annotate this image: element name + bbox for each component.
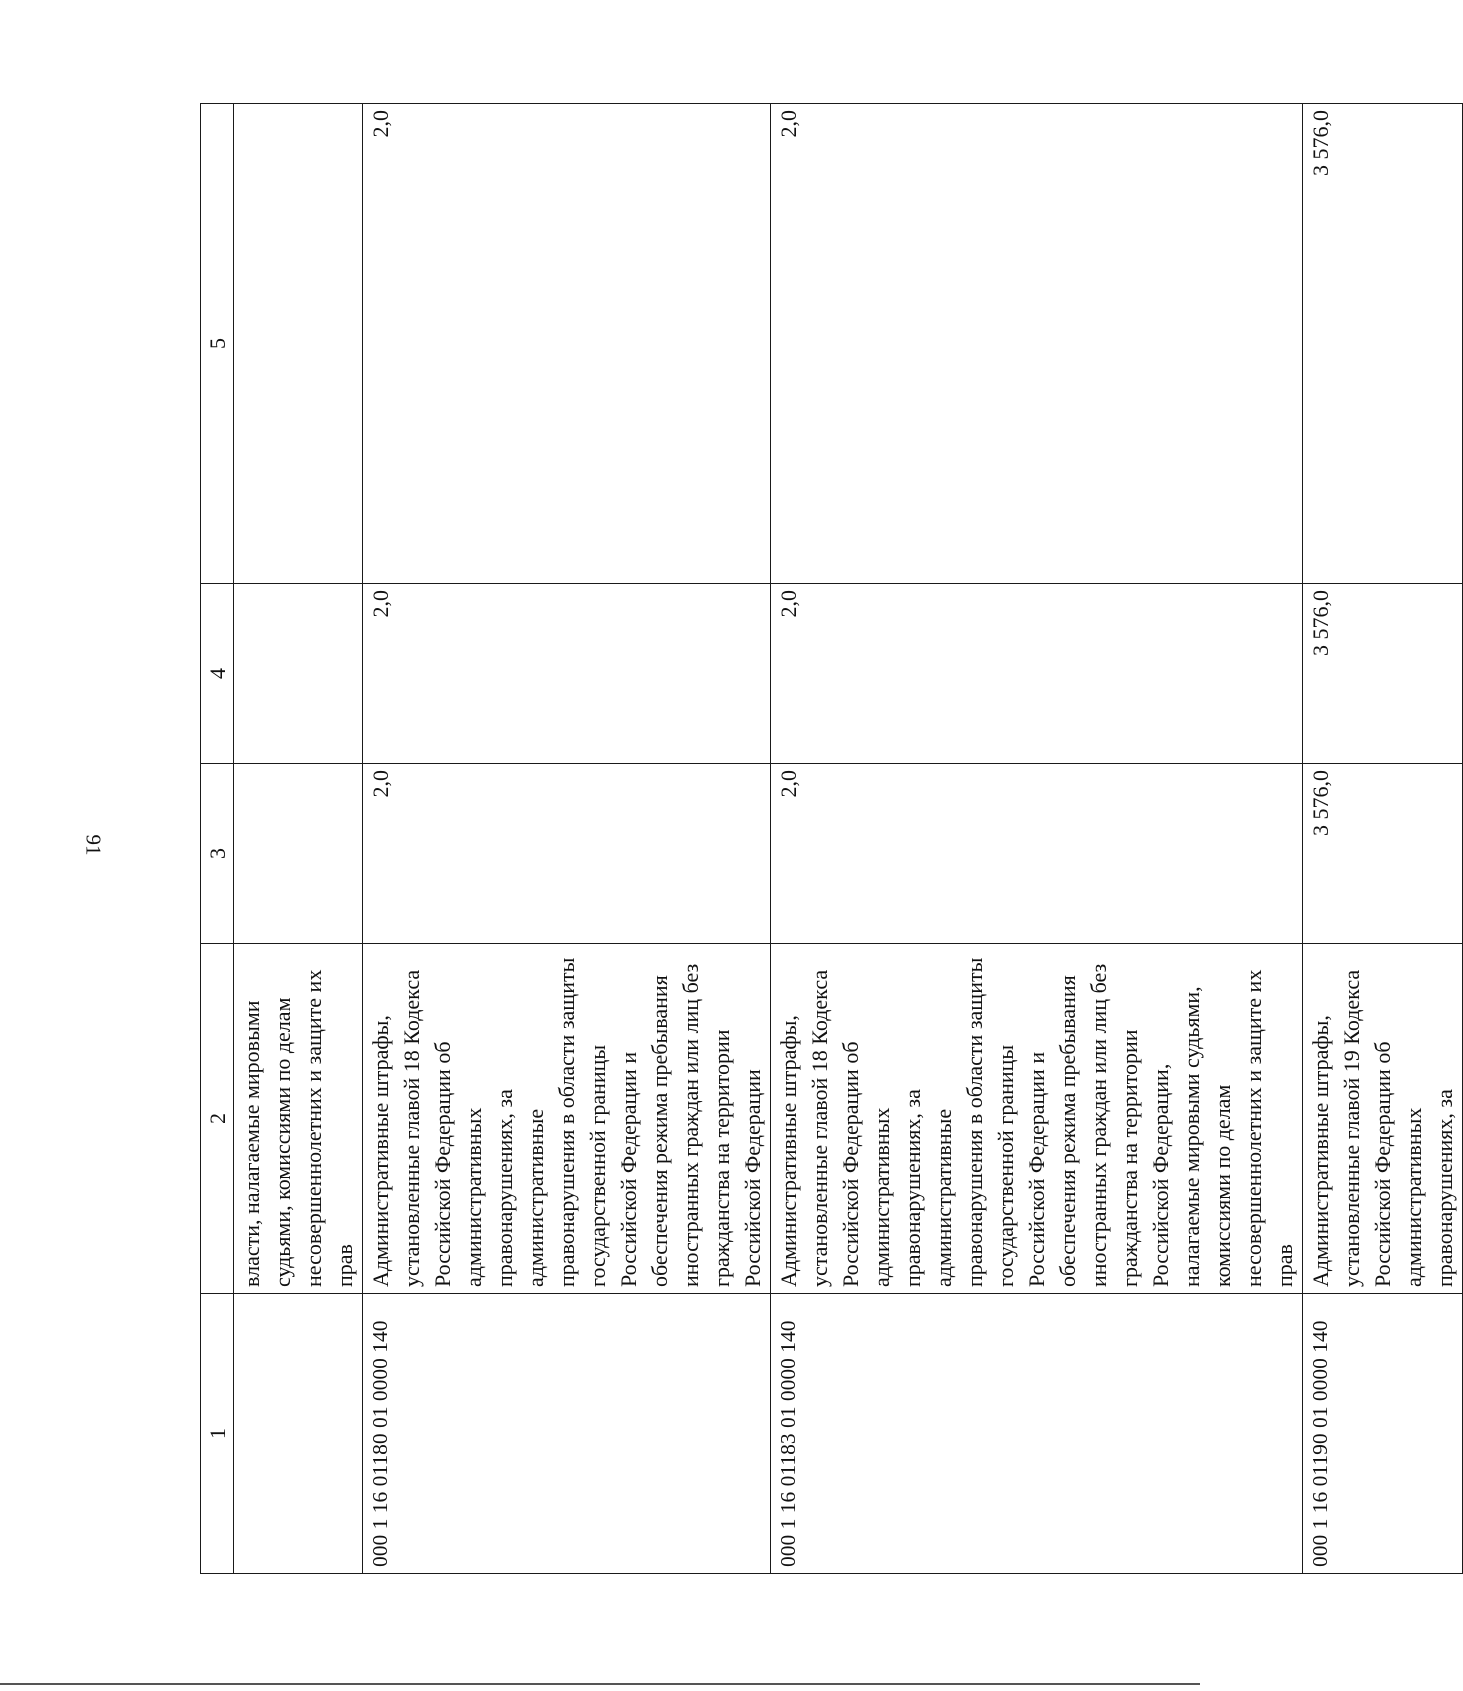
- scan-bottom-edge: [0, 1683, 1200, 1685]
- column-header-1: 1: [201, 1294, 234, 1574]
- budget-code-cell: 000 1 16 01180 01 0000 140: [363, 1294, 771, 1574]
- amount-cell-col4: 2,0: [363, 584, 771, 764]
- revenue-name-cell: Административные штрафы, установленные главой 18 Кодекса Российской Федерации об административных правонарушениях, за административные правонарушения в области защиты государственной границы Российской Федерации и обеспечения режима пребывания иностранных граждан или лиц без гражданства на территории Российской Федерации: [363, 944, 771, 1294]
- amount-cell-col3: 2,0: [771, 764, 1303, 944]
- table-row: [1303, 104, 1463, 1574]
- amount-cell-col4: 3 576,0: [1303, 584, 1463, 764]
- table-row: [234, 104, 363, 1574]
- revenue-table: [200, 103, 1463, 1574]
- amount-cell-col5: 3 576,0: [1303, 104, 1463, 584]
- amount-cell-col5: 2,0: [363, 104, 771, 584]
- budget-code-cell: 000 1 16 01183 01 0000 140: [771, 1294, 1303, 1574]
- column-header-4: 4: [201, 584, 234, 764]
- amount-cell-col3: [234, 764, 363, 944]
- revenue-name-cell: Административные штрафы, установленные главой 19 Кодекса Российской Федерации об административных правонарушениях, за: [1303, 944, 1463, 1294]
- rotated-table-container: [200, 104, 1457, 1574]
- revenue-name-cell: власти, налагаемые мировыми судьями, комиссиями по делам несовершеннолетних и защите их прав: [234, 944, 363, 1294]
- column-header-5: 5: [201, 104, 234, 584]
- table-header-row: [201, 104, 234, 1574]
- amount-cell-col4: [234, 584, 363, 764]
- table-row: [771, 104, 1303, 1574]
- column-header-3: 3: [201, 764, 234, 944]
- page-number: 91: [81, 834, 106, 856]
- table-row: [363, 104, 771, 1574]
- column-header-2: 2: [201, 944, 234, 1294]
- amount-cell-col5: [234, 104, 363, 584]
- budget-code-cell: [234, 1294, 363, 1574]
- amount-cell-col4: 2,0: [771, 584, 1303, 764]
- budget-code-cell: 000 1 16 01190 01 0000 140: [1303, 1294, 1463, 1574]
- amount-cell-col3: 2,0: [363, 764, 771, 944]
- amount-cell-col5: 2,0: [771, 104, 1303, 584]
- revenue-name-cell: Административные штрафы, установленные главой 18 Кодекса Российской Федерации об административных правонарушениях, за административные правонарушения в области защиты государственной границы Российской Федерации и обеспечения режима пребывания иностранных граждан или лиц без гражданства на территории Российской Федерации, налагаемые мировыми судьями, комиссиями по делам несовершеннолетних и защите их прав: [771, 944, 1303, 1294]
- amount-cell-col3: 3 576,0: [1303, 764, 1463, 944]
